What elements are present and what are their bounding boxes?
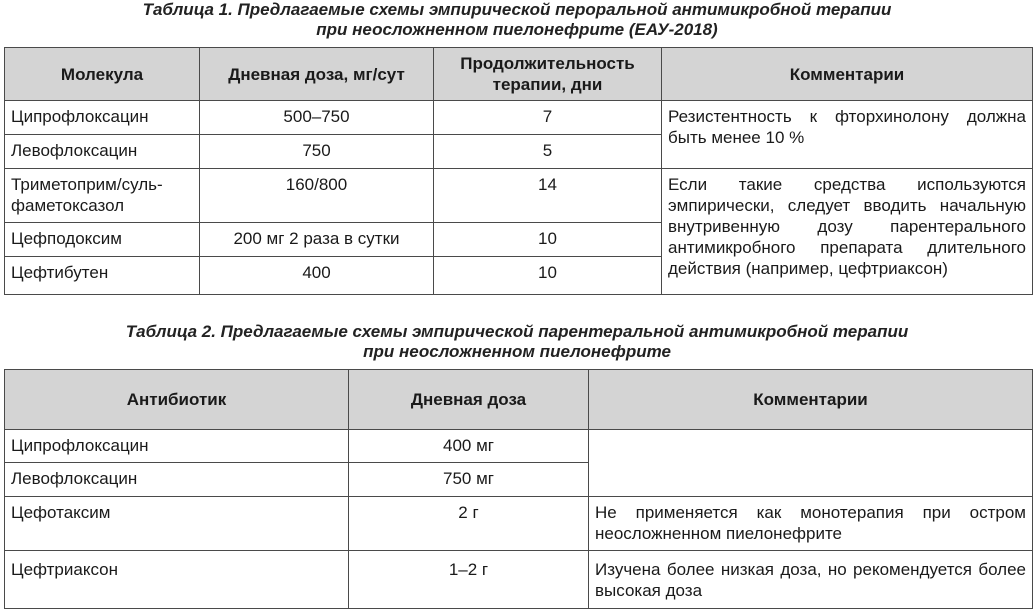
duration-cell: 10	[434, 257, 662, 295]
comment-cell: Резистентность к фторхинолону должна быть менее 10 %	[662, 101, 1033, 169]
table-row	[5, 169, 1033, 223]
dose-cell: 160/800	[200, 169, 434, 223]
molecule-cell: Ципрофлоксацин	[5, 101, 200, 135]
dose-cell: 500–750	[200, 101, 434, 135]
comment-cell: Изучена более низкая доза, но рекомендуется более высокая доза	[589, 551, 1033, 609]
header-duration-line2: терапии, дни	[492, 75, 603, 94]
table1-caption-line2: при неосложненном пиелонефрите (ЕАУ-2018)	[316, 20, 718, 39]
table-row	[5, 551, 1033, 609]
antibiotic-cell: Левофлоксацин	[5, 463, 349, 497]
antibiotic-cell: Цефтриаксон	[5, 551, 349, 609]
table-row	[5, 430, 1033, 463]
molecule-cell	[5, 169, 200, 223]
header-duration	[434, 48, 662, 101]
table1-caption-line1: Таблица 1. Предлагаемые схемы эмпирической пероральной антимикробной терапии	[142, 0, 892, 19]
molecule-cell: Цефтибутен	[5, 257, 200, 295]
table-row	[5, 101, 1033, 135]
dose-cell: 400 мг	[349, 430, 589, 463]
dose-cell: 1–2 г	[349, 551, 589, 609]
table1	[4, 47, 1033, 295]
header-dose: Дневная доза	[349, 370, 589, 430]
header-dose: Дневная доза, мг/сут	[200, 48, 434, 101]
dose-cell: 750	[200, 135, 434, 169]
antibiotic-cell: Цефотаксим	[5, 497, 349, 551]
header-duration-line1: Продолжительность	[460, 54, 635, 73]
molecule-line1: Триметоприм/суль-	[11, 175, 163, 194]
table1-caption	[0, 0, 1034, 40]
duration-cell: 10	[434, 223, 662, 257]
dose-cell: 2 г	[349, 497, 589, 551]
header-comments: Комментарии	[589, 370, 1033, 430]
antibiotic-cell: Ципрофлоксацин	[5, 430, 349, 463]
table2	[4, 369, 1033, 609]
duration-cell: 7	[434, 101, 662, 135]
comment-cell: Если такие средства используются эмпирически, следует вводить начальную внутривенную дозу парентерального антимикробного препарата длительного действия (например, цефтриаксон)	[662, 169, 1033, 295]
table-row	[5, 497, 1033, 551]
comment-cell: Не применяется как монотерапия при остром неосложненном пиелонефрите	[589, 497, 1033, 551]
comment-cell	[589, 430, 1033, 497]
header-comments: Комментарии	[662, 48, 1033, 101]
header-molecule: Молекула	[5, 48, 200, 101]
molecule-cell: Левофлоксацин	[5, 135, 200, 169]
duration-cell: 5	[434, 135, 662, 169]
table2-caption-line1: Таблица 2. Предлагаемые схемы эмпирической парентеральной антимикробной терапии	[125, 322, 909, 341]
dose-cell: 750 мг	[349, 463, 589, 497]
table2-caption	[0, 322, 1034, 362]
table2-caption-line2: при неосложненном пиелонефрите	[363, 342, 671, 361]
dose-cell: 400	[200, 257, 434, 295]
molecule-line2: фаметоксазол	[11, 196, 125, 215]
molecule-cell: Цефподоксим	[5, 223, 200, 257]
table1-header-row	[5, 48, 1033, 101]
header-antibiotic: Антибиотик	[5, 370, 349, 430]
duration-cell: 14	[434, 169, 662, 223]
table2-header-row	[5, 370, 1033, 430]
dose-cell: 200 мг 2 раза в сутки	[200, 223, 434, 257]
